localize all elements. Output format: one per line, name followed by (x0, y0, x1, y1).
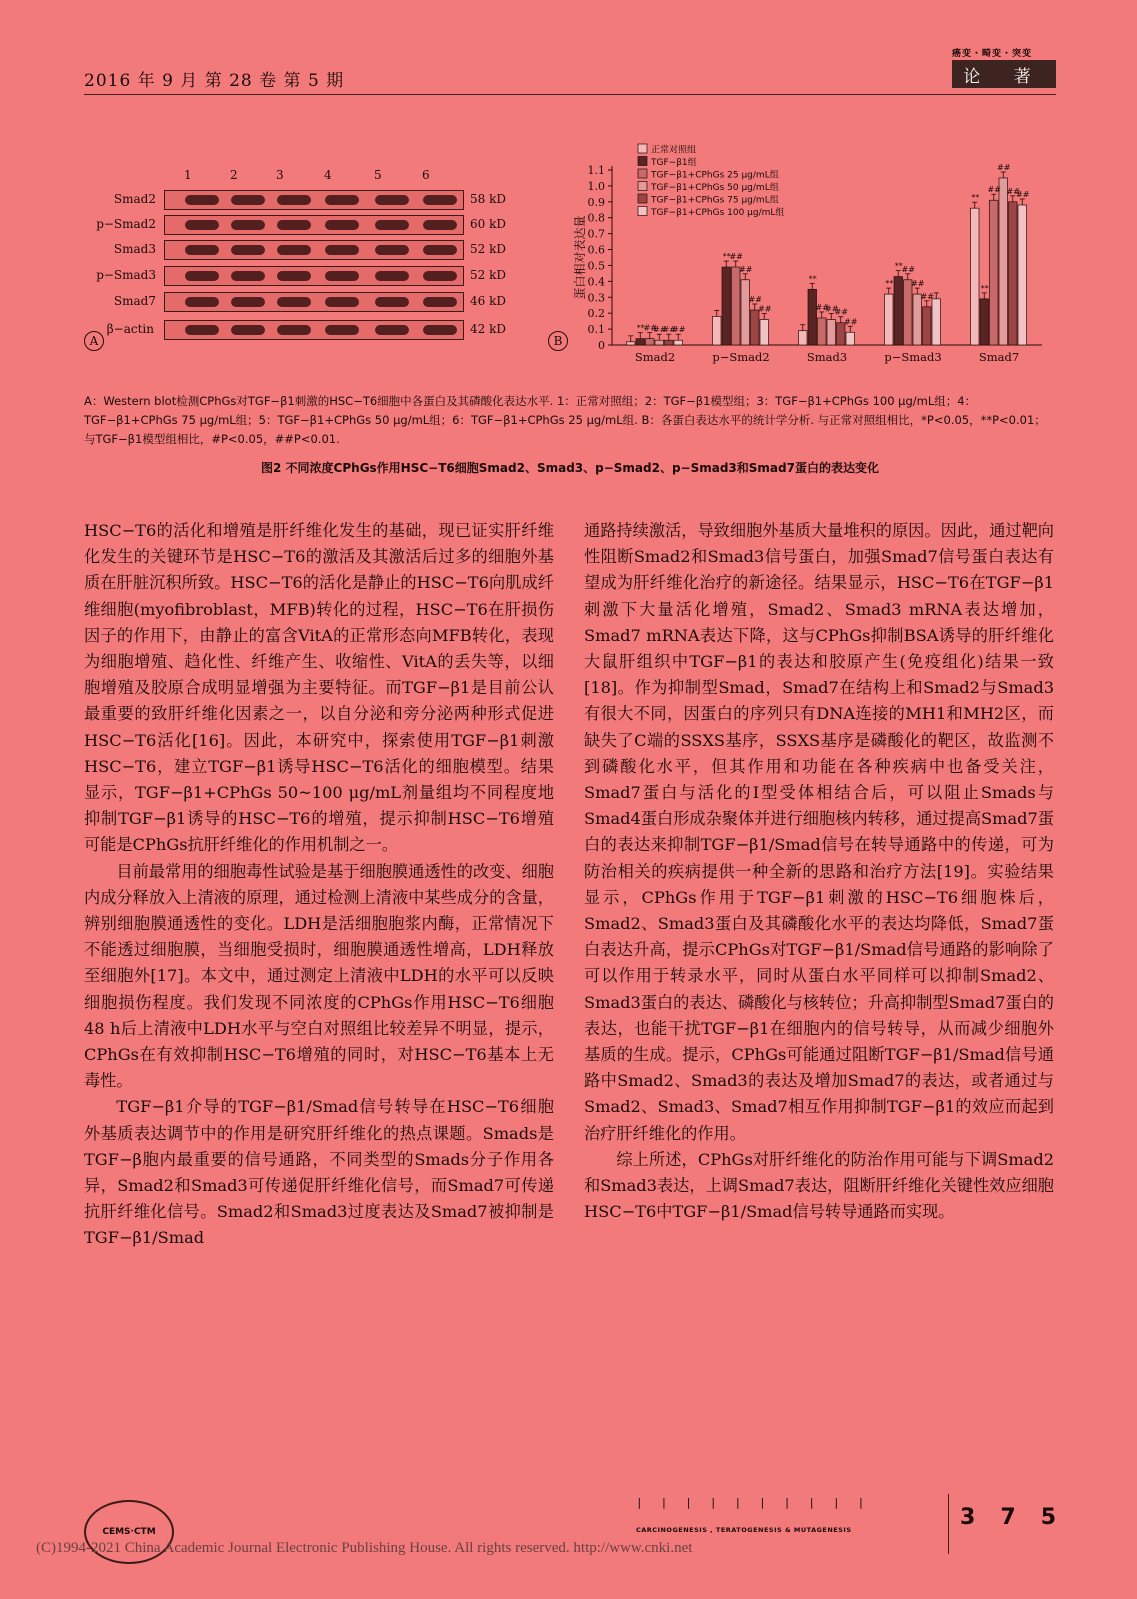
blot-row-kd: 52 kD (470, 268, 506, 282)
lane-number: 1 (184, 168, 192, 182)
blot-band (231, 271, 265, 281)
legend-swatch (638, 194, 647, 203)
lane-number: 6 (422, 168, 430, 182)
legend-label: TGF−β1+CPhGs 50 μg/mL组 (651, 183, 779, 193)
legend-swatch (638, 182, 647, 191)
blot-row-kd: 58 kD (470, 192, 506, 206)
significance-label: ## (643, 323, 657, 333)
bar (894, 277, 903, 345)
blot-band (423, 297, 457, 307)
blot-row-kd: 52 kD (470, 242, 506, 256)
blot-band (423, 325, 457, 335)
y-tick-label: 1.1 (587, 164, 605, 177)
bar (818, 318, 827, 345)
y-tick-label: 0.2 (587, 307, 605, 321)
significance-label: ## (1006, 186, 1020, 196)
bar (999, 178, 1008, 345)
bar (627, 342, 636, 345)
blot-strip (164, 292, 464, 312)
blot-band (375, 271, 409, 281)
blot-strip (164, 240, 464, 260)
paragraph: 通路持续激活，导致细胞外基质大量堆积的原因。因此，通过靶向性阻断Smad2和Smad3信号蛋白，加强Smad7信号蛋白表达有望成为肝纤维化治疗的新途径。结果显示，HSC−T6在TGF−β1刺激下大量活化增殖，Smad2、Smad3 mRNA表达增加，Smad7 mRNA表达下降，这与CPhGs抑制BSA诱导的肝纤维化大鼠肝组织中TGF−β1的表达和胶原产生(免疫组化)结果一致[18]。作为抑制型Smad，Smad7在结构上和Smad2与Smad3有很大不同，因蛋白的序列只有DNA连接的MH1和MH2区，而缺失了C端的SSXS基序，SSXS基序是磷酸化的靶区，故监测不到磷酸化水平，但其作用和功能在各种疾病中也备受关注，Smad7蛋白与活化的I型受体相结合后，可以阻止Smads与Smad4蛋白形成杂聚体并进行细胞核内转移，通过提高Smad7蛋白的表达来抑制TGF−β1/Smad信号在转导通路中的传递，可为防治相关的疾病提供一种全新的思路和治疗方法[19]。实验结果显示，CPhGs作用于TGF−β1刺激的HSC−T6细胞株后，Smad2、Smad3蛋白及其磷酸化水平的表达均降低，Smad7蛋白表达升高，提示CPhGs对TGF−β1/Smad信号通路的影响除了可以作用于转录水平，同时从蛋白水平同样可以抑制Smad2、Smad3蛋白的表达、磷酸化与核转位；升高抑制型Smad7蛋白的表达，也能干扰TGF−β1在细胞内的信号转导，从而减少细胞外基质的生成。提示，CPhGs可能通过阻断TGF−β1/Smad信号通路中Smad2、Smad3的表达及增加Smad7的表达，或者通过与Smad2、Smad3、Smad7相互作用抑制TGF−β1的效应而起到治疗肝纤维化的作用。 (584, 521, 1054, 1143)
paragraph: 综上所述，CPhGs对肝纤维化的防治作用可能与下调Smad2和Smad3表达，上调Smad7表达，阻断肝纤维化关键性效应细胞HSC−T6中TGF−β1/Smad信号转导通路而实现。 (584, 1149, 1054, 1222)
decorative-ticks: |||||||||| (636, 1496, 883, 1509)
blot-band (185, 220, 219, 230)
paragraph: HSC−T6的活化和增殖是肝纤维化发生的基础，现已证实肝纤维化发生的关键环节是HSC−T6的激活及其激活后过多的细胞外基质在肝脏沉积所致。HSC−T6的活化是静止的HSC−T6向肌成纤维细胞(myofibroblast，MFB)转化的过程，HSC−T6在肝损伤因子的作用下，由静止的富含VitA的正常形态向MFB转化，表现为细胞增殖、趋化性、纤维产生、收缩性、VitA的丢失等，以细胞增殖及胶原合成明显增强为主要特征。而TGF−β1是目前公认最重要的致肝纤维化因素之一，以自分泌和旁分泌两种形式促进HSC−T6活化[16]。因此，本研究中，探索使用TGF−β1刺激HSC−T6，建立TGF−β1诱导HSC−T6活化的细胞模型。结果显示，TGF−β1+CPhGs 50~100 μg/mL剂量组均不同程度地抑制TGF−β1诱导的HSC−T6的增殖，提示抑制HSC−T6增殖可能是CPhGs抗肝纤维化的作用机制之一。 (84, 521, 554, 855)
blot-band (325, 297, 359, 307)
significance-label: ## (1016, 190, 1030, 199)
bar (646, 339, 655, 345)
y-tick-label: 0.1 (587, 323, 605, 337)
bar (808, 289, 817, 345)
blot-band (325, 325, 359, 335)
page-digit: 5 (1040, 1505, 1056, 1530)
blot-band (231, 325, 265, 335)
right-column (584, 518, 1054, 1225)
significance-label: ## (662, 325, 676, 335)
significance-label: ** (894, 261, 903, 271)
blot-row-kd: 42 kD (470, 322, 506, 336)
paragraph: TGF−β1介导的TGF−β1/Smad信号转导在HSC−T6细胞外基质表达调节中的作用是研究肝纤维化的热点课题。Smads是TGF−β胞内最重要的信号通路，不同类型的Smads分子作用各异，Smad2和Smad3可传递促肝纤维化信号，而Smad7可传递抗肝纤维化信号。Smad2和Smad3过度表达及Smad7被抑制是TGF−β1/Smad (84, 1097, 554, 1248)
blot-strip (164, 215, 464, 235)
legend-label: TGF−β1组 (651, 158, 697, 168)
section-label: 论 著 (952, 60, 1056, 88)
legend-swatch (638, 169, 647, 178)
bar (674, 340, 683, 345)
y-tick-label: 0.3 (587, 291, 605, 305)
significance-label: ## (920, 291, 934, 301)
blot-band (277, 245, 311, 255)
bar (846, 332, 855, 345)
header-rule (84, 94, 1056, 95)
blot-band (325, 220, 359, 230)
bar (655, 340, 664, 345)
bar (722, 267, 731, 345)
y-tick-label: 0.4 (587, 275, 605, 289)
lane-number: 3 (276, 168, 284, 182)
y-tick-label: 0.7 (587, 227, 605, 241)
significance-label: ## (987, 185, 1001, 195)
lane-number: 2 (230, 168, 238, 182)
legend-label: TGF−β1+CPhGs 75 μg/mL组 (651, 195, 779, 206)
y-tick-label: 0 (598, 339, 605, 352)
blot-band (231, 195, 265, 205)
bar (713, 316, 722, 345)
legend-swatch (638, 157, 647, 166)
page-digit: 7 (1000, 1505, 1016, 1530)
x-tick-label: p−Smad3 (884, 350, 942, 364)
bar (990, 200, 999, 345)
bar (971, 208, 980, 345)
figure-title: 图2 不同浓度CPhGs作用HSC−T6细胞Smad2、Smad3、p−Smad2、p−Smad3和Smad7蛋白的表达变化 (261, 461, 879, 475)
paragraph: 目前最常用的细胞毒性试验是基于细胞膜通透性的改变、细胞内成分释放入上清液的原理，通过检测上清液中某些成分的含量，辨别细胞膜通透性的变化。LDH是活细胞胞浆内酶，正常情况下不能透过细胞膜，当细胞受损时，细胞膜通透性增高，LDH释放至细胞外[17]。本文中，通过测定上清液中LDH的水平可以反映细胞损伤程度。我们发现不同浓度的CPhGs作用HSC−T6细胞48 h后上清液中LDH水平与空白对照组比较差异不明显，提示，CPhGs在有效抑制HSC−T6增殖的同时，对HSC−T6基本上无毒性。 (84, 861, 554, 1091)
x-tick-label: Smad3 (806, 350, 848, 364)
blot-row-kd: 60 kD (470, 217, 506, 231)
lane-number: 5 (374, 168, 382, 182)
blot-band (185, 297, 219, 307)
x-tick-label: p−Smad2 (712, 350, 770, 364)
bar (799, 331, 808, 345)
blot-row-kd: 46 kD (470, 294, 506, 308)
y-tick-label: 0.8 (587, 211, 605, 225)
significance-label: ## (997, 162, 1011, 172)
blot-strip (164, 266, 464, 286)
significance-label: ** (971, 193, 980, 203)
left-column (84, 518, 554, 1252)
blot-band (325, 271, 359, 281)
significance-label: ## (901, 264, 915, 274)
blot-band (375, 245, 409, 255)
blot-band (375, 325, 409, 335)
blot-row-name: Smad2 (113, 192, 156, 206)
bar (1018, 205, 1027, 345)
bar (1009, 202, 1018, 345)
bar (636, 339, 645, 345)
bar-chart (548, 140, 1058, 372)
significance-label: ** (636, 323, 645, 333)
blot-band (231, 220, 265, 230)
legend-label: 正常对照组 (651, 145, 697, 156)
blot-strip (164, 190, 464, 210)
blot-row-name: Smad7 (113, 294, 156, 308)
significance-label: ** (885, 279, 894, 289)
blot-band (325, 245, 359, 255)
blot-band (375, 195, 409, 205)
legend-swatch (638, 207, 647, 216)
blot-band (423, 220, 457, 230)
journal-name: CARCINOGENESIS , TERATOGENESIS & MUTAGENESIS (636, 1526, 852, 1534)
lane-number: 4 (324, 168, 332, 182)
significance-label: ## (911, 279, 925, 289)
y-tick-label: 0.9 (587, 195, 605, 209)
significance-label: ** (980, 283, 989, 293)
bar (885, 294, 894, 345)
y-axis-label: 蛋白相对表达量 (573, 215, 587, 300)
blot-band (185, 271, 219, 281)
significance-label: ## (844, 317, 858, 327)
blot-band (375, 297, 409, 307)
blot-row-name: β−actin (106, 322, 154, 336)
blot-row-name: p−Smad3 (96, 268, 156, 282)
blot-band (423, 271, 457, 281)
bar (741, 280, 750, 345)
bar (923, 307, 932, 345)
y-tick-label: 0.6 (587, 243, 605, 257)
blot-band (423, 195, 457, 205)
x-tick-label: Smad2 (634, 350, 676, 364)
blot-band (277, 271, 311, 281)
significance-label: ** (722, 252, 731, 262)
significance-label: ## (834, 307, 848, 317)
significance-label: ## (825, 304, 839, 314)
bar (732, 267, 741, 345)
blot-band (277, 195, 311, 205)
bar (913, 294, 922, 345)
blot-band (325, 195, 359, 205)
significance-label: ## (739, 264, 753, 274)
bar (751, 310, 760, 345)
y-tick-label: 1.0 (587, 179, 605, 193)
figure-caption: A：Western blot检测CPhGs对TGF−β1刺激的HSC−T6细胞中各蛋白及其磷酸化表达水平. 1：正常对照组；2：TGF−β1模型组；3：TGF−β1+CPhGs 100 μg/mL组；4：TGF−β1+CPhGs 75 μg/mL组；5：TGF−β1+CPhGs 50 μg/mL组；6：TGF−β1+CPhGs 25 μg/mL组. B：各蛋白表达水平的统计学分析. 与正常对照组相比，*P<0.05，**P<0.01；与TGF−β1模型组相比，#P<0.05，##P<0.01. (84, 394, 1046, 446)
significance-label: ## (815, 302, 829, 312)
blot-band (185, 245, 219, 255)
page-digit: 3 (960, 1505, 976, 1530)
issue-date: 2016 年 9 月 第 28 卷 第 5 期 (84, 71, 345, 91)
panel-b-label: B (548, 331, 568, 351)
logo-text: CEMS·CTM (102, 1527, 156, 1537)
blot-band (185, 325, 219, 335)
blot-band (277, 297, 311, 307)
bar (665, 340, 674, 345)
bar (980, 299, 989, 345)
blot-band (375, 220, 409, 230)
x-tick-label: Smad7 (978, 350, 1020, 364)
blot-row-name: p−Smad2 (96, 217, 156, 231)
significance-label: ## (672, 325, 686, 335)
blot-band (185, 195, 219, 205)
blot-band (277, 220, 311, 230)
bar (904, 280, 913, 345)
significance-label: ** (808, 274, 817, 284)
significance-label: ## (729, 252, 743, 262)
bar (932, 299, 941, 345)
blot-band (423, 245, 457, 255)
blot-band (277, 325, 311, 335)
blot-band (231, 245, 265, 255)
significance-label: ## (748, 295, 762, 304)
blot-band (231, 297, 265, 307)
y-tick-label: 0.5 (587, 259, 605, 273)
page-number (960, 1505, 1056, 1530)
blot-strip (164, 320, 464, 340)
bar (827, 320, 836, 345)
legend-swatch (638, 144, 647, 153)
bar (760, 320, 769, 345)
copyright-notice: (C)1994-2021 China Academic Journal Electronic Publishing House. All rights reserved. http://www.cnki.net (36, 1540, 693, 1556)
legend-label: TGF−β1+CPhGs 100 μg/mL组 (651, 208, 785, 218)
legend-label: TGF−β1+CPhGs 25 μg/mL组 (651, 170, 779, 181)
significance-label: ## (758, 304, 772, 314)
significance-label: ## (653, 325, 667, 335)
panel-a-label: A (84, 331, 104, 351)
journal-categories: 癌变・畸变・突变 (952, 49, 1033, 59)
blot-row-name: Smad3 (113, 242, 156, 256)
